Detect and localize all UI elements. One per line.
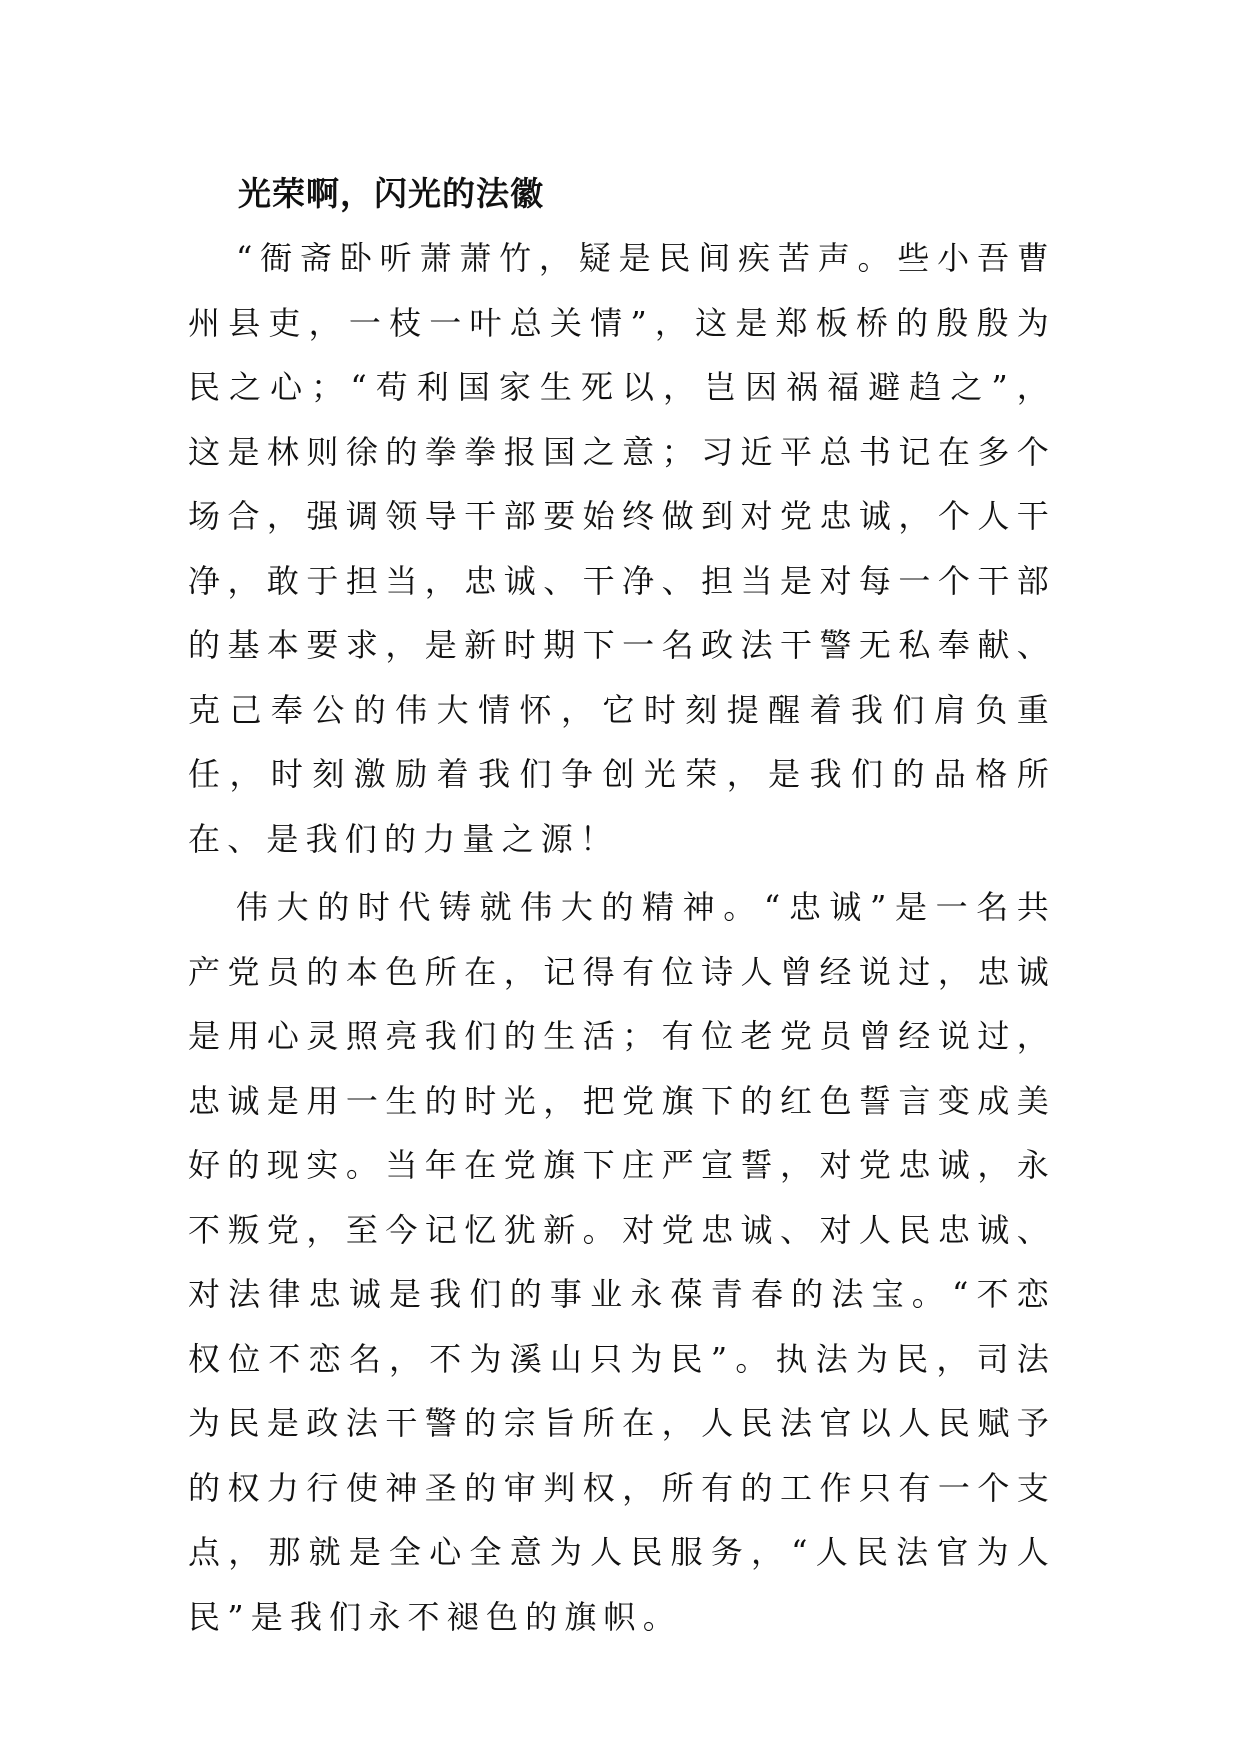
paragraph-2: 伟大的时代铸就伟大的精神。“忠诚”是一名共产党员的本色所在，记得有位诗人曾经说过，忠诚是用心灵照亮我们的生活；有位老党员曾经说过，忠诚是用一生的时光，把党旗下的红色誓言变成美好的现实。当年在党旗下庄严宣誓，对党忠诚，永不叛党，至今记忆犹新。对党忠诚、对人民忠诚、对法律忠诚是我们的事业永葆青春的法宝。“不恋权位不恋名，不为溪山只为民”。执法为民，司法为民是政法干警的宗旨所在，人民法官以人民赋予的权力行使神圣的审判权，所有的工作只有一个支点，那就是全心全意为人民服务，“人民法官为人民”是我们永不褪色的旗帜。 bbox=[188, 888, 1056, 1636]
document-body bbox=[188, 170, 1056, 1649]
document-title: 光荣啊，闪光的法徽 bbox=[238, 174, 544, 213]
paragraph-1: “衙斋卧听萧萧竹，疑是民间疾苦声。些小吾曹州县吏，一枝一叶总关情”，这是郑板桥的殷殷为民之心；“苟利国家生死以，岂因祸福避趋之”，这是林则徐的拳拳报国之意；习近平总书记在多个场合，强调领导干部要始终做到对党忠诚，个人干净，敢于担当，忠诚、干净、担当是对每一个干部的基本要求，是新时期下一名政法干警无私奉献、克己奉公的伟大情怀，它时刻提醒着我们肩负重任，时刻激励着我们争创光荣，是我们的品格所在、是我们的力量之源！ bbox=[188, 239, 1056, 858]
